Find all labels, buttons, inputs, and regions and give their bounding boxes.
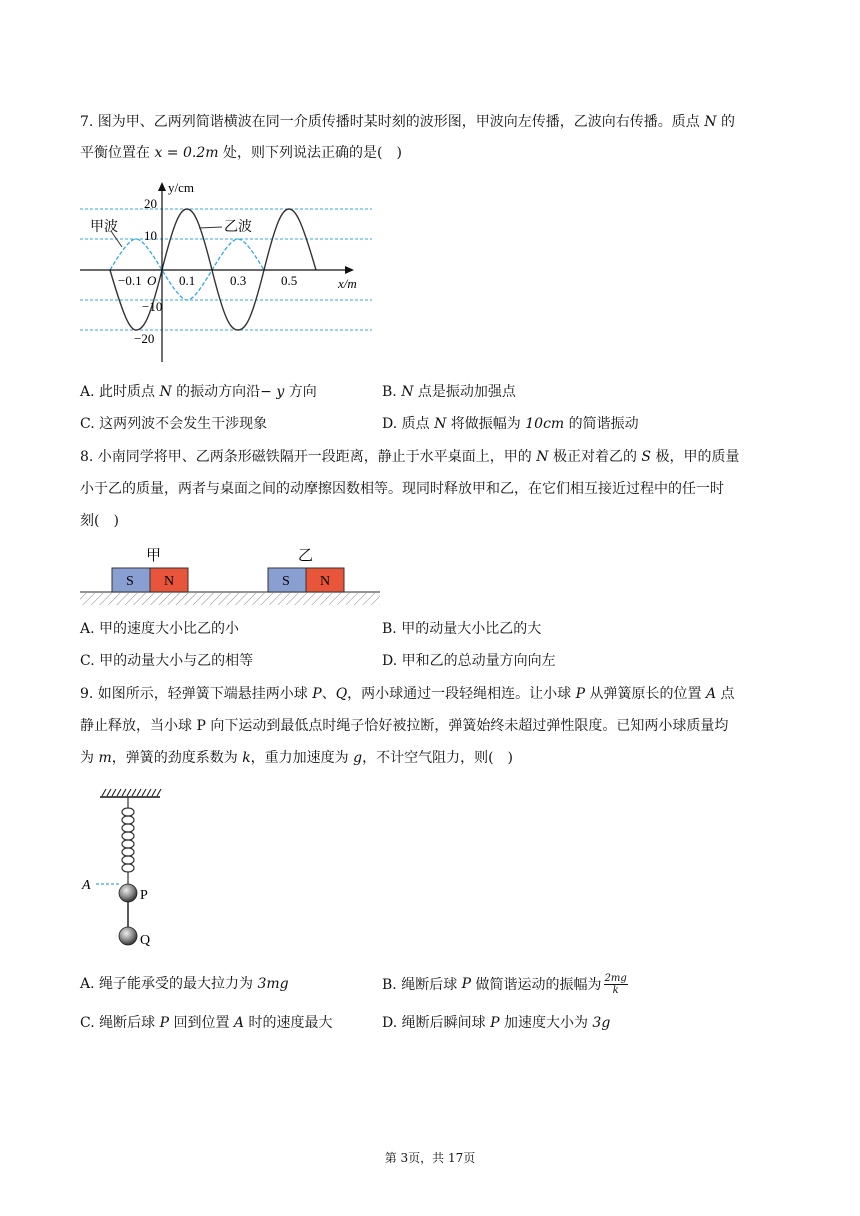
q8-magnet-figure <box>78 543 384 607</box>
label-jia-wave: 甲波 <box>90 220 118 235</box>
page-footer: 第 3页，共 17页 <box>384 1151 476 1165</box>
label-jia-magnet: 甲 <box>146 548 162 564</box>
x-axis-label: x/m <box>338 276 357 291</box>
y-tick-10: 10 <box>144 228 157 243</box>
q7-stem-line2: 平衡位置在 x = 0.2m 处，则下列说法正确的是( ) <box>80 145 402 161</box>
label-yi-magnet: 乙 <box>298 548 314 564</box>
q8-stem-line3: 刻( ) <box>80 513 119 529</box>
q7-wave-figure <box>74 178 374 368</box>
q8-option-a: A. 甲的速度大小比乙的小 <box>80 621 240 637</box>
amplitude-fraction: 2mg k <box>604 972 627 996</box>
y-axis-arrow <box>158 182 166 191</box>
q9-option-d: D. 绳断后瞬间球 P 加速度大小为 3g <box>382 1015 611 1031</box>
x-tick-0.1: 0.1 <box>179 273 196 288</box>
q9-spring-figure <box>78 785 188 953</box>
label-a: A <box>82 878 91 893</box>
q9-stem-line1: 9. 如图所示，轻弹簧下端悬挂两小球 P、Q，两小球通过一段轻绳相连。让小球 P 从弹簧原长的位置 A 点 <box>80 686 735 702</box>
ball-q <box>119 927 137 945</box>
q9-option-b: B. 绳断后球 P 做简谐运动的振幅为 2mg k <box>382 972 627 996</box>
y-tick-neg10: −10 <box>142 299 163 314</box>
q7-option-a: A. 此时质点 N 的振动方向沿− y 方向 <box>80 384 317 400</box>
ceiling-hatch <box>102 789 161 796</box>
x-tick-0.3: 0.3 <box>230 273 247 288</box>
ball-p <box>119 884 137 902</box>
q7-stem-line1: 7. 图为甲、乙两列简谐横波在同一介质传播时某时刻的波形图，甲波向左传播，乙波向右传播。质点 N 的 <box>80 114 735 130</box>
q7-option-c: C. 这两列波不会发生干涉现象 <box>80 416 268 432</box>
yi-s-label: S <box>282 574 290 589</box>
q7-option-d: D. 质点 N 将做振幅为 10cm 的简谐振动 <box>382 416 639 432</box>
yi-pointer <box>199 227 222 228</box>
origin-label: O <box>147 273 157 288</box>
q9-stem-line2: 静止释放，当小球 P 向下运动到最低点时绳子恰好被拉断，弹簧始终未超过弹性限度。已知两小球质量均 <box>80 718 729 734</box>
table-hatch <box>80 593 380 605</box>
q8-option-c: C. 甲的动量大小与乙的相等 <box>80 653 254 669</box>
label-q: Q <box>140 933 151 948</box>
y-tick-neg20: −20 <box>134 331 155 346</box>
q8-option-b: B. 甲的动量大小比乙的大 <box>382 621 542 637</box>
q7-option-b: B. N 点是振动加强点 <box>382 384 516 400</box>
x-tick-neg0.1: −0.1 <box>118 273 142 288</box>
q8-stem-line1: 8. 小南同学将甲、乙两条形磁铁隔开一段距离，静止于水平桌面上，甲的 N 极正对着乙的 S 极，甲的质量 <box>80 449 740 465</box>
q9-option-a: A. 绳子能承受的最大拉力为 3mg <box>80 976 289 992</box>
jia-n-label: N <box>164 574 175 589</box>
label-yi-wave: 乙波 <box>224 220 252 235</box>
q9-option-c: C. 绳断后球 P 回到位置 A 时的速度最大 <box>80 1015 333 1031</box>
spring <box>122 797 134 884</box>
label-p: P <box>140 888 148 903</box>
y-axis-label: y/cm <box>168 180 194 195</box>
x-tick-0.5: 0.5 <box>281 273 298 288</box>
jia-s-label: S <box>126 574 134 589</box>
q8-option-d: D. 甲和乙的总动量方向向左 <box>382 653 556 669</box>
x-axis-arrow <box>345 266 354 274</box>
q8-stem-line2: 小于乙的质量，两者与桌面之间的动摩擦因数相等。现同时释放甲和乙，在它们相互接近过程中的任一时 <box>80 481 724 497</box>
q9-stem-line3: 为 m，弹簧的劲度系数为 k，重力加速度为 g，不计空气阻力，则( ) <box>80 750 514 766</box>
yi-n-label: N <box>320 574 331 589</box>
y-tick-20: 20 <box>144 196 157 211</box>
